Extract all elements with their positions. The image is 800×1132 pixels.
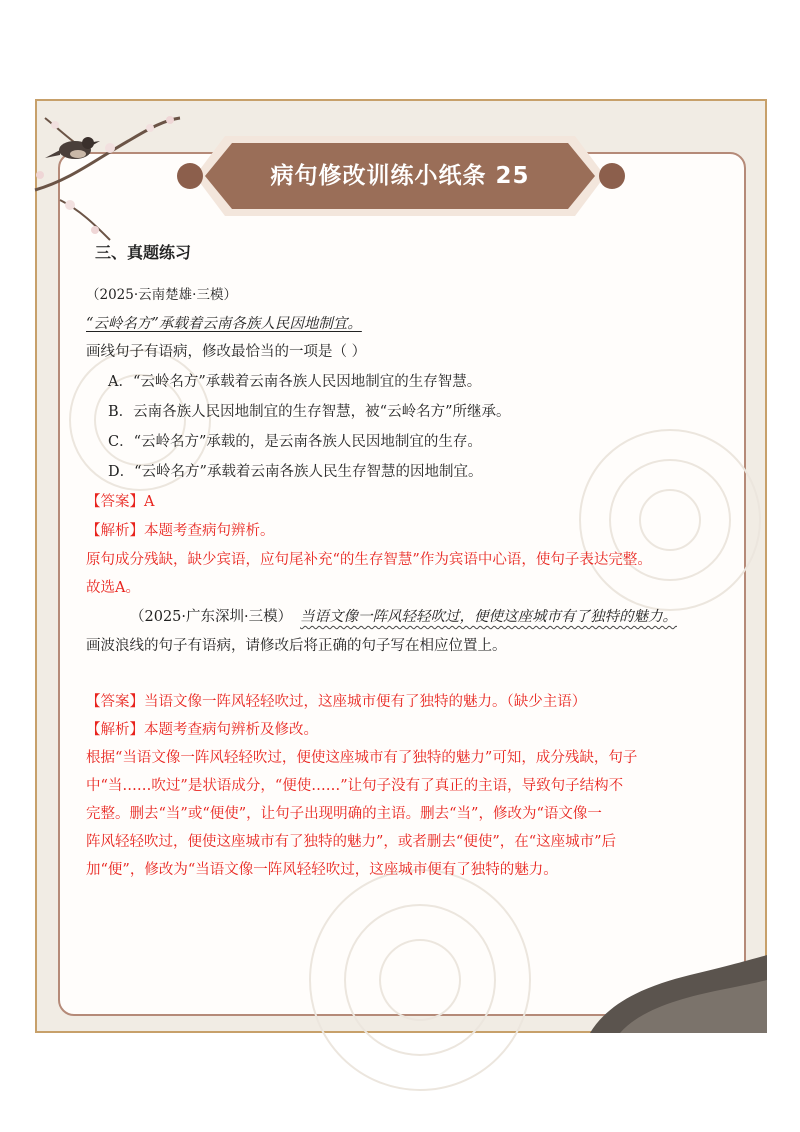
q2-analysis-label: 【解析】本题考查病句辨析及修改。: [86, 722, 318, 738]
q1-option-b: B．云南各族人民因地制宜的生存智慧，被“云岭名方”所继承。: [108, 404, 511, 420]
q2-source: （2025·广东深圳·三模）: [130, 609, 293, 625]
q1-analysis-line: 原句成分残缺，缺少宾语，应句尾补充“的生存智慧”作为宾语中心语，使句子表达完整。: [86, 552, 652, 568]
q1-option-d: D．“云岭名方”承载着云南各族人民生存智慧的因地制宜。: [108, 464, 483, 480]
q2-analysis-line: 完整。删去“当”或“便使”，让句子出现明确的主语。删去“当”，修改为“语文像一: [86, 806, 602, 822]
q1-option-c: C．“云岭名方”承载的，是云南各族人民因地制宜的生存。: [108, 434, 482, 450]
q2-analysis-line: 中“当……吹过”是状语成分，“便使……”让句子没有了真正的主语，导致句子结构不: [86, 778, 624, 794]
q1-analysis-label: 【解析】本题考查病句辨析。: [86, 523, 275, 539]
q2-analysis-line: 根据“当语文像一阵风轻轻吹过，便使这座城市有了独特的魅力”可知，成分残缺，句子: [86, 750, 638, 766]
section-heading: 三、真题练习: [95, 243, 192, 262]
q2-prompt: 画波浪线的句子有语病，请修改后将正确的句子写在相应位置上。: [86, 638, 507, 654]
q1-source: （2025·云南楚雄·三模）: [86, 287, 237, 303]
q2-analysis-line: 加“便”，修改为“当语文像一阵风轻轻吹过，这座城市便有了独特的魅力。: [86, 862, 558, 878]
plum-blossom-branch-icon: [35, 116, 180, 240]
q2-answer: 【答案】当语文像一阵风轻轻吹过，这座城市便有了独特的魅力。（缺少主语）: [86, 694, 587, 710]
banner-title: 病句修改训练小纸条 25: [270, 163, 530, 189]
q1-option-a: A．“云岭名方”承载着云南各族人民因地制宜的生存智慧。: [108, 374, 482, 390]
q1-answer: 【答案】A: [86, 494, 155, 510]
q2-wavy-sentence: 当语文像一阵风轻轻吹过，便使这座城市有了独特的魅力。: [300, 609, 677, 625]
q1-prompt: 画线句子有语病，修改最恰当的一项是（ ）: [86, 344, 367, 360]
q1-underlined-sentence: “云岭名方”承载着云南各族人民因地制宜。: [86, 316, 362, 332]
q1-analysis-line: 故选A。: [86, 580, 140, 596]
rock-icon: [590, 955, 767, 1033]
q2-analysis-line: 阵风轻轻吹过，便使这座城市有了独特的魅力”，或者删去“便使”，在“这座城市”后: [86, 834, 617, 850]
